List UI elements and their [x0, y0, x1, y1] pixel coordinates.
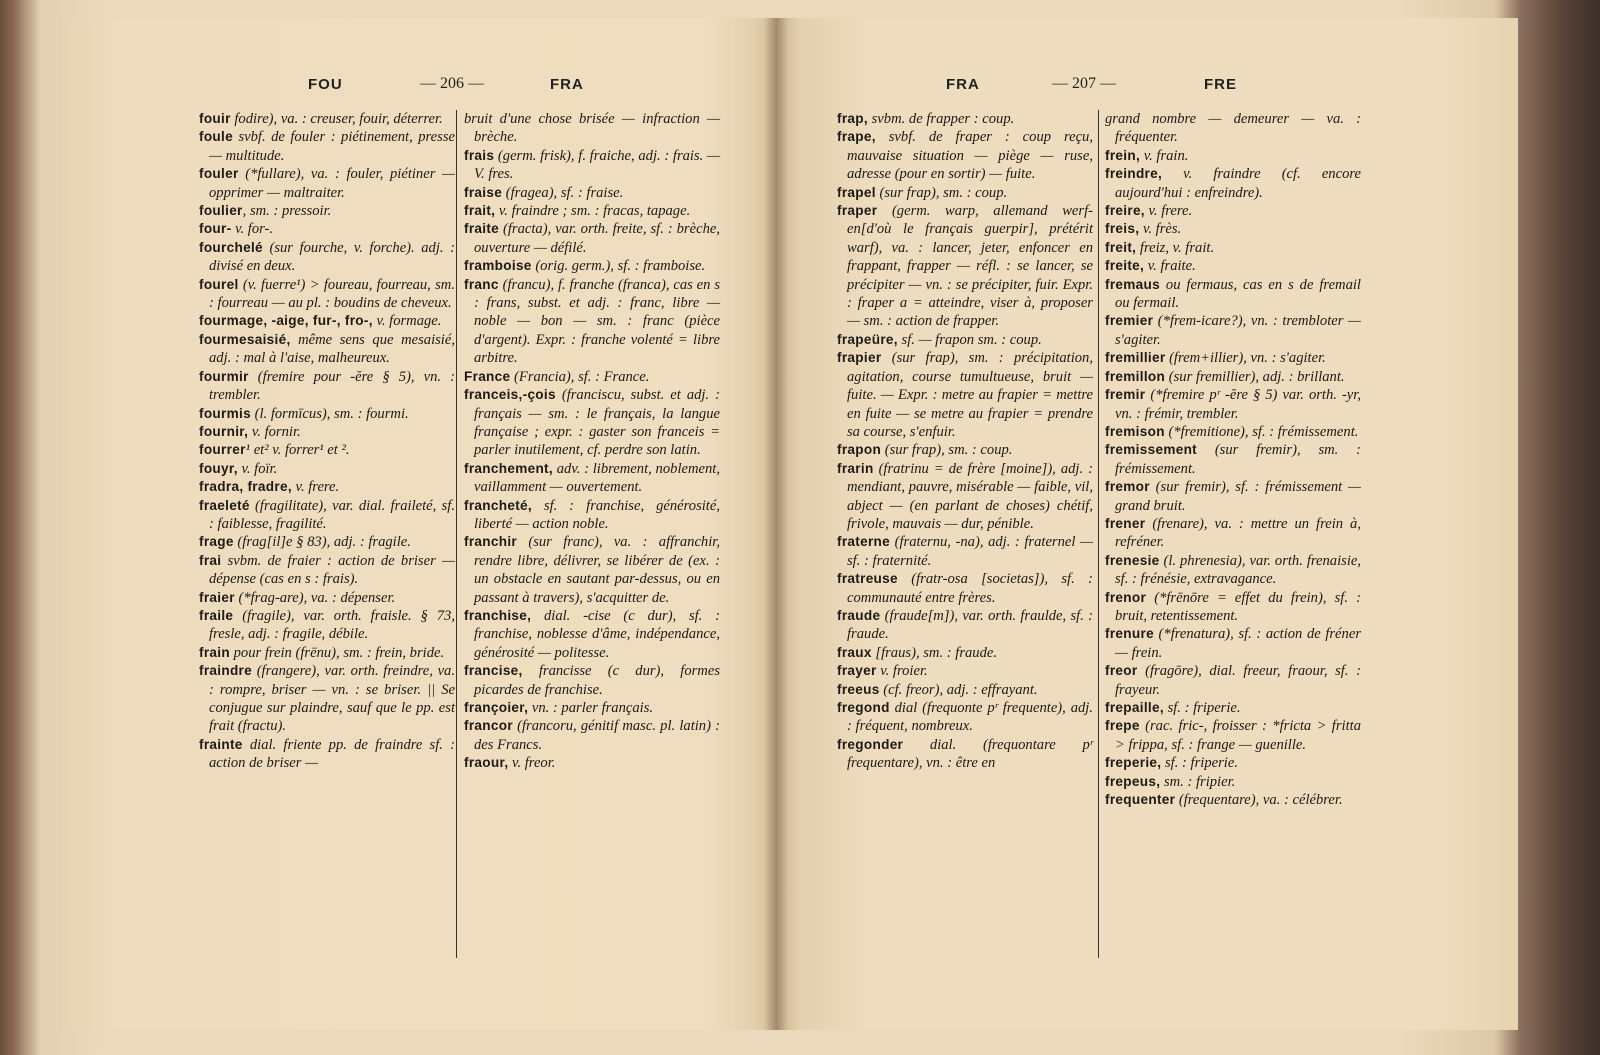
entry-definition: (sur fremillier), adj. : brillant. [1165, 368, 1345, 385]
dictionary-entry [1105, 239, 1361, 257]
entry-headword: fourmir [199, 368, 249, 384]
book-gutter [764, 18, 788, 1030]
dictionary-entry [464, 368, 720, 386]
entry-definition: dial (frequonte pʳ frequente), adj. : fréquent, nombreux. [847, 700, 1093, 735]
entry-definition: (orig. germ.), sf. : framboise. [531, 258, 706, 275]
dictionary-entry [837, 644, 1093, 662]
dictionary-entry [199, 644, 455, 662]
entry-headword: franc [464, 276, 499, 292]
dictionary-entry [199, 552, 455, 589]
entry-headword: frequenter [1105, 792, 1176, 808]
entry-definition: fodire), va. : creuser, fouir, déterrer. [230, 111, 443, 127]
dictionary-entry [1105, 147, 1361, 165]
dictionary-entry [837, 662, 1093, 680]
entry-headword: frarin [837, 460, 874, 476]
entry-headword: fraile [199, 607, 234, 623]
dictionary-entry [837, 128, 1093, 183]
entry-definition: (sur frap), sm. : coup. [881, 442, 1013, 459]
entry-headword: frapon [837, 442, 882, 458]
column-rule [1098, 110, 1099, 958]
dictionary-entry [837, 681, 1093, 699]
entry-definition: (*frem-icare?), vn. : trembloter — s'agiter. [1115, 313, 1361, 348]
entry-definition: v. fraite. [1144, 258, 1196, 275]
right-header-start-word: FRA [946, 76, 980, 93]
entry-definition: (germ. frisk), f. fraiche, adj. : frais. — V. fres. [474, 147, 720, 183]
entry-headword: fourrer [199, 442, 246, 458]
left-header-end-word: FRA [550, 76, 584, 93]
dictionary-entry [837, 331, 1093, 349]
entry-headword: frepe [1105, 718, 1140, 734]
dictionary-entry [464, 717, 720, 754]
entry-headword: fraour, [464, 755, 509, 771]
entry-headword: franceis,-çois [464, 387, 556, 403]
entry-definition: vn. : parler français. [528, 700, 654, 716]
entry-headword: frener [1105, 515, 1146, 531]
entry-definition: (sur frap), sm. : précipitation, agitation, course tumultueuse, bruit — fuite. — Expr. : metre au frapier = mettre en fuite — se metre au frapier = prendre sa course, s'enfuir. [847, 350, 1093, 440]
entry-headword: foule [199, 129, 233, 145]
dictionary-entry [1105, 110, 1361, 147]
dictionary-entry [464, 257, 720, 275]
entry-definition: v. fornir. [248, 423, 301, 440]
dictionary-entry [464, 110, 720, 147]
dictionary-entry [199, 423, 455, 441]
entry-headword: France [464, 368, 511, 384]
entry-definition: [fraus), sm. : fraude. [871, 644, 998, 661]
entry-headword: freit, [1105, 239, 1137, 255]
entry-definition: (sur fremir), sf. : frémissement — grand bruit. [1115, 479, 1361, 514]
entry-definition: (*frag-are), va. : dépenser. [234, 589, 396, 606]
dictionary-entry [1105, 257, 1361, 275]
entry-headword: fremillon [1105, 368, 1166, 384]
entry-headword: francheté, [464, 497, 532, 513]
entry-definition: (*frēnōre = effet du frein), sf. : bruit, retentissement. [1115, 589, 1361, 624]
entry-headword: freis, [1105, 221, 1140, 237]
dictionary-entry [1105, 773, 1361, 791]
dictionary-entry [1105, 625, 1361, 662]
entry-definition: (frenare), va. : mettre un frein à, refréner. [1115, 515, 1361, 551]
dictionary-entry [837, 202, 1093, 331]
entry-headword: fouler [199, 166, 239, 182]
entry-headword: frapeüre, [837, 331, 898, 347]
entry-headword: fraier [199, 589, 235, 605]
dictionary-entry [464, 662, 720, 699]
entry-headword: freindre, [1105, 166, 1163, 182]
entry-headword: fremillier [1105, 350, 1166, 366]
right-page-header [776, 76, 1518, 100]
entry-headword: fourmesaisié, [199, 331, 291, 347]
entry-definition: bruit d'une chose brisée — infraction — brèche. [464, 111, 720, 146]
entry-headword: franchement, [464, 460, 553, 476]
dictionary-entry [1105, 386, 1361, 423]
entry-headword: frenor [1105, 589, 1147, 605]
dictionary-entry [464, 276, 720, 368]
entry-headword: fremor [1105, 479, 1150, 495]
dictionary-entry [1105, 349, 1361, 367]
dictionary-entry [837, 460, 1093, 534]
dictionary-entry [199, 662, 455, 736]
entry-definition: dial. friente pp. de fraindre sf. : action de briser — [209, 736, 455, 772]
dictionary-entry [837, 699, 1093, 736]
dictionary-entry [1105, 552, 1361, 589]
entry-definition: v. frere. [291, 479, 340, 496]
entry-definition: (*frenatura), sf. : action de fréner — frein. [1115, 626, 1361, 661]
entry-headword: fremison [1105, 423, 1165, 439]
dictionary-entry [199, 368, 455, 405]
entry-definition: (l. formīcus), sm. : fourmi. [250, 405, 409, 422]
entry-headword: frait, [464, 203, 496, 219]
dictionary-entry [1105, 165, 1361, 202]
dictionary-entry [837, 184, 1093, 202]
entry-definition: svbf. de fouler : piétinement, presse — multitude. [209, 129, 455, 164]
right-header-end-word: FRE [1204, 76, 1237, 93]
dictionary-entry [199, 312, 455, 330]
entry-headword: framboise [464, 258, 532, 274]
entry-headword: franchir [464, 534, 518, 550]
entry-definition: (sur frap), sm. : coup. [875, 184, 1008, 201]
entry-headword: fourchelé [199, 239, 263, 255]
entry-definition: (sur franc), va. : affranchir, rendre libre, délivrer, se libérer de (ex. : un obstacle en sautant par-dessus, ou en passant à travers), s'acquitter de. [474, 534, 720, 606]
right-column-b [1105, 110, 1361, 809]
entry-definition: (frem+illier), vn. : s'agiter. [1165, 350, 1326, 367]
dictionary-entry [464, 184, 720, 202]
entry-definition: ou fermaus, cas en s de fremail ou fermail. [1115, 276, 1361, 312]
dictionary-entry [464, 202, 720, 220]
entry-definition: v. froier. [876, 663, 928, 680]
dictionary-entry [464, 754, 720, 772]
entry-headword: frapier [837, 350, 882, 366]
left-header-start-word: FOU [308, 76, 343, 93]
dictionary-entry [837, 570, 1093, 607]
dictionary-entry [1105, 791, 1361, 809]
entry-definition: (francu), f. franche (franca), cas en s : frans, subst. et adj. : franc, libre — noble — bon — sm. : franc (pièce d'argent). Expr. : franche volenté = libre arbitre. [474, 276, 720, 367]
entry-definition: sf. : friperie. [1163, 700, 1241, 716]
dictionary-entry [199, 202, 455, 220]
entry-headword: fourmis [199, 405, 251, 421]
entry-definition: (Francia), sf. : France. [510, 368, 650, 385]
entry-definition: (fratr-osa [societas]), sf. : communauté entre frères. [847, 571, 1093, 606]
entry-definition: v. formage. [372, 313, 442, 330]
dictionary-entry [464, 699, 720, 717]
entry-headword: freperie, [1105, 755, 1162, 771]
entry-definition: (germ. warp, allemand werf-en[d'où le français guerpir], prétérit warf), va. : lancer, jeter, enfoncer en frappant, frapper — réfl. : se lancer, se précipiter — vn. : se précipiter, fuir. Expr. : fraper a = atteindre, viser à, proposer — sm. : action de frapper. [847, 203, 1093, 330]
dictionary-entry [1105, 478, 1361, 515]
dictionary-entry [199, 331, 455, 368]
dictionary-entry [1105, 441, 1361, 478]
entry-definition: v. frere. [1144, 203, 1193, 220]
entry-definition: sf. : franchise, générosité, liberté — action noble. [474, 497, 720, 532]
dictionary-entry [1105, 368, 1361, 386]
dictionary-entry [199, 497, 455, 534]
entry-definition: v. frès. [1139, 221, 1182, 238]
entry-headword: freeus [837, 681, 880, 697]
dictionary-entry [1105, 276, 1361, 313]
entry-definition: sf. — frapon sm. : coup. [897, 331, 1042, 348]
entry-headword: fraude [837, 607, 881, 623]
entry-definition: (fragea), sf. : fraise. [502, 184, 624, 201]
dictionary-entry [199, 736, 455, 773]
entry-headword: francise, [464, 663, 523, 679]
entry-definition: (v. fuerre¹) > foureau, fourreau, sm. : fourreau — au pl. : boudins de cheveux. [209, 276, 455, 312]
dictionary-entry [464, 607, 720, 662]
entry-definition: (sur fremir), sm. : frémissement. [1115, 442, 1361, 477]
entry-headword: fraper [837, 203, 878, 219]
entry-definition: (fratrinu = de frère [moine]), adj. : mendiant, pauvre, misérable — faible, vil, abject — (en parlant de choses) chétif, frivole, mauvais — dur, pénible. [847, 460, 1093, 532]
dictionary-entry [1105, 699, 1361, 717]
entry-headword: fourmage, -aige, fur-, fro-, [199, 313, 373, 329]
left-page-header [62, 76, 776, 100]
dictionary-entry [1105, 202, 1361, 220]
entry-headword: frais [464, 147, 495, 163]
entry-definition: pour frein (frēnu), sm. : frein, bride. [229, 644, 445, 661]
entry-definition: v. foïr. [237, 460, 278, 477]
dictionary-entry [199, 128, 455, 165]
entry-definition: svbf. de fraper : coup reçu, mauvaise situation — piège — ruse, adresse (pour en sortir) — fuite. [847, 129, 1093, 183]
entry-definition: (fraternu, -na), adj. : fraternel — sf. : fraternité. [847, 534, 1093, 569]
entry-definition: (frangere), var. orth. freindre, va. : rompre, briser — vn. : se briser. || Se conjugue sur plaindre, sauf que le pp. est frait (fractu). [209, 663, 455, 735]
entry-headword: fraeleté [199, 497, 250, 513]
entry-definition: (frag[il]e § 83), adj. : fragile. [233, 534, 411, 551]
column-rule [456, 110, 457, 958]
dictionary-entry [464, 533, 720, 607]
dictionary-entry [1105, 312, 1361, 349]
dictionary-entry [199, 460, 455, 478]
dictionary-entry [199, 276, 455, 313]
entry-headword: freire, [1105, 203, 1145, 219]
entry-headword: fraindre [199, 663, 253, 679]
entry-definition: (fragōre), dial. freeur, fraour, sf. : frayeur. [1115, 663, 1361, 698]
entry-headword: fraux [837, 644, 872, 660]
entry-headword: frain [199, 644, 230, 660]
entry-headword: frenesie [1105, 552, 1160, 568]
dictionary-entry [464, 460, 720, 497]
entry-headword: frayer [837, 663, 877, 679]
dictionary-entry [199, 589, 455, 607]
dictionary-entry [199, 165, 455, 202]
entry-headword: frepaille, [1105, 700, 1164, 715]
dictionary-entry [464, 147, 720, 184]
entry-definition: (l. phrenesia), var. orth. frenaisie, sf. : frénésie, extravagance. [1115, 552, 1361, 588]
entry-definition: grand nombre — demeurer — va. : fréquenter. [1105, 111, 1361, 146]
left-column-a [199, 110, 455, 773]
entry-definition: (fraude[m]), var. orth. fraulde, sf. : fraude. [847, 607, 1093, 643]
entry-headword: fouir [199, 111, 231, 126]
dictionary-entry [1105, 515, 1361, 552]
entry-definition: (fragilitate), var. dial. fraileté, sf. : faiblesse, fragilité. [209, 497, 455, 532]
entry-definition: v. freor. [508, 755, 556, 772]
entry-definition: (*fremire pʳ -ĕre § 5) var. orth. -yr, vn. : frémir, trembler. [1115, 387, 1361, 422]
entry-headword: frepeus, [1105, 773, 1161, 789]
entry-definition: (franciscu, subst. et adj. : français — sm. : le français, la langue française ; expr. : gaster son franceis = parler inutilement, cf. perdre son latin. [474, 387, 720, 459]
entry-headword: fremaus [1105, 276, 1160, 292]
entry-headword: fourel [199, 276, 239, 292]
entry-headword: fregond [837, 700, 890, 715]
dictionary-entry [199, 239, 455, 276]
entry-headword: fremier [1105, 313, 1154, 329]
entry-definition: (cf. freor), adj. : effrayant. [879, 681, 1038, 698]
entry-definition: (fremire pour -ĕre § 5), vn. : trembler. [209, 368, 455, 404]
entry-definition: ¹ et² v. forrer¹ et ². [245, 442, 350, 459]
entry-definition: freiz, v. frait. [1136, 239, 1215, 256]
entry-definition: svbm. de fraier : action de briser — dépense (cas en s : frais). [209, 552, 455, 588]
entry-definition: (frequentare), va. : célébrer. [1175, 792, 1343, 809]
entry-headword: fremissement [1105, 442, 1197, 458]
entry-definition: (rac. fric-, froisser : *fricta > fritta > frippa, sf. : frange — guenille. [1115, 718, 1361, 753]
entry-headword: frage [199, 534, 234, 550]
entry-headword: fregonder [837, 736, 904, 752]
entry-headword: francor [464, 718, 513, 734]
entry-headword: four- [199, 221, 232, 237]
right-page-number: — 207 — [1052, 75, 1116, 92]
dictionary-entry [199, 441, 455, 459]
entry-definition: dial. (frequontare pʳ frequentare), vn. : être en [847, 736, 1093, 772]
dictionary-entry [464, 386, 720, 460]
right-page [776, 18, 1518, 1030]
dictionary-entry [1105, 423, 1361, 441]
left-column-b [464, 110, 720, 773]
entry-definition: sm. : fripier. [1160, 773, 1236, 790]
entry-definition: v. frain. [1140, 147, 1189, 164]
entry-headword: fournir, [199, 423, 249, 439]
dictionary-entry [199, 533, 455, 551]
left-page [62, 18, 776, 1030]
entry-definition: francisse (c dur), formes picardes de franchise. [474, 663, 720, 698]
entry-headword: frapel [837, 184, 876, 200]
right-column-a [837, 110, 1093, 773]
entry-definition: (sur fourche, v. forche). adj. : divisé en deux. [209, 239, 455, 275]
dictionary-entry [1105, 220, 1361, 238]
dictionary-entry [837, 110, 1093, 128]
entry-definition: adv. : librement, noblement, vaillamment — ouvertement. [474, 460, 720, 496]
entry-definition: v. fraindre ; sm. : fracas, tapage. [495, 203, 691, 220]
entry-definition: (francoru, génitif masc. pl. latin) : des Francs. [474, 718, 720, 753]
entry-headword: fraite [464, 221, 500, 237]
entry-headword: frap, [837, 111, 868, 126]
entry-headword: frenure [1105, 626, 1154, 642]
dictionary-entry [199, 405, 455, 423]
entry-headword: fraise [464, 184, 503, 200]
entry-headword: fraterne [837, 534, 891, 550]
entry-definition: dial. -cise (c dur), sf. : franchise, noblesse d'âme, indépendance, générosité — politesse. [474, 607, 720, 661]
dictionary-entry [1105, 754, 1361, 772]
dictionary-entry [837, 736, 1093, 773]
entry-headword: freor [1105, 663, 1138, 679]
dictionary-entry [1105, 589, 1361, 626]
entry-definition: même sens que mesaisié, adj. : mal à l'aise, malheureux. [209, 331, 455, 367]
entry-headword: freite, [1105, 258, 1145, 274]
dictionary-entry [837, 349, 1093, 441]
entry-definition: (fracta), var. orth. freite, sf. : brèche, ouverture — défilé. [474, 221, 720, 256]
entry-definition: svbm. de frapper : coup. [867, 111, 1015, 127]
entry-definition: (*fremitione), sf. : frémissement. [1164, 423, 1359, 440]
entry-headword: frape, [837, 129, 876, 145]
entry-definition: (*fullare), va. : fouler, piétiner — opprimer — maltraiter. [209, 166, 455, 201]
entry-definition: v. for-. [231, 221, 274, 238]
dictionary-entry [464, 497, 720, 534]
entry-headword: franchise, [464, 607, 532, 623]
entry-definition: (fragile), var. orth. fraisle. § 73, fresle, adj. : fragile, débile. [209, 607, 455, 643]
entry-definition: , sm. : pressoir. [242, 203, 332, 220]
dictionary-entry [199, 607, 455, 644]
entry-headword: fratreuse [837, 571, 898, 587]
dictionary-entry [199, 110, 455, 128]
dictionary-entry [837, 533, 1093, 570]
entry-headword: frein, [1105, 147, 1141, 163]
dictionary-entry [199, 220, 455, 238]
entry-headword: frainte [199, 736, 243, 752]
entry-headword: françoier, [464, 700, 529, 715]
left-page-number: — 206 — [420, 75, 484, 92]
dictionary-entry [837, 607, 1093, 644]
entry-headword: fremir [1105, 387, 1146, 403]
dictionary-entry [199, 478, 455, 496]
entry-headword: fouyr, [199, 460, 238, 476]
dictionary-entry [464, 220, 720, 257]
dictionary-entry [1105, 662, 1361, 699]
entry-headword: fradra, fradre, [199, 479, 292, 495]
dictionary-entry [1105, 717, 1361, 754]
entry-definition: sf. : friperie. [1161, 755, 1238, 772]
entry-definition: v. fraindre (cf. encore aujourd'hui : enfreindre). [1115, 166, 1361, 201]
entry-headword: foulier [199, 203, 243, 219]
dictionary-entry [837, 441, 1093, 459]
entry-headword: frai [199, 552, 222, 568]
